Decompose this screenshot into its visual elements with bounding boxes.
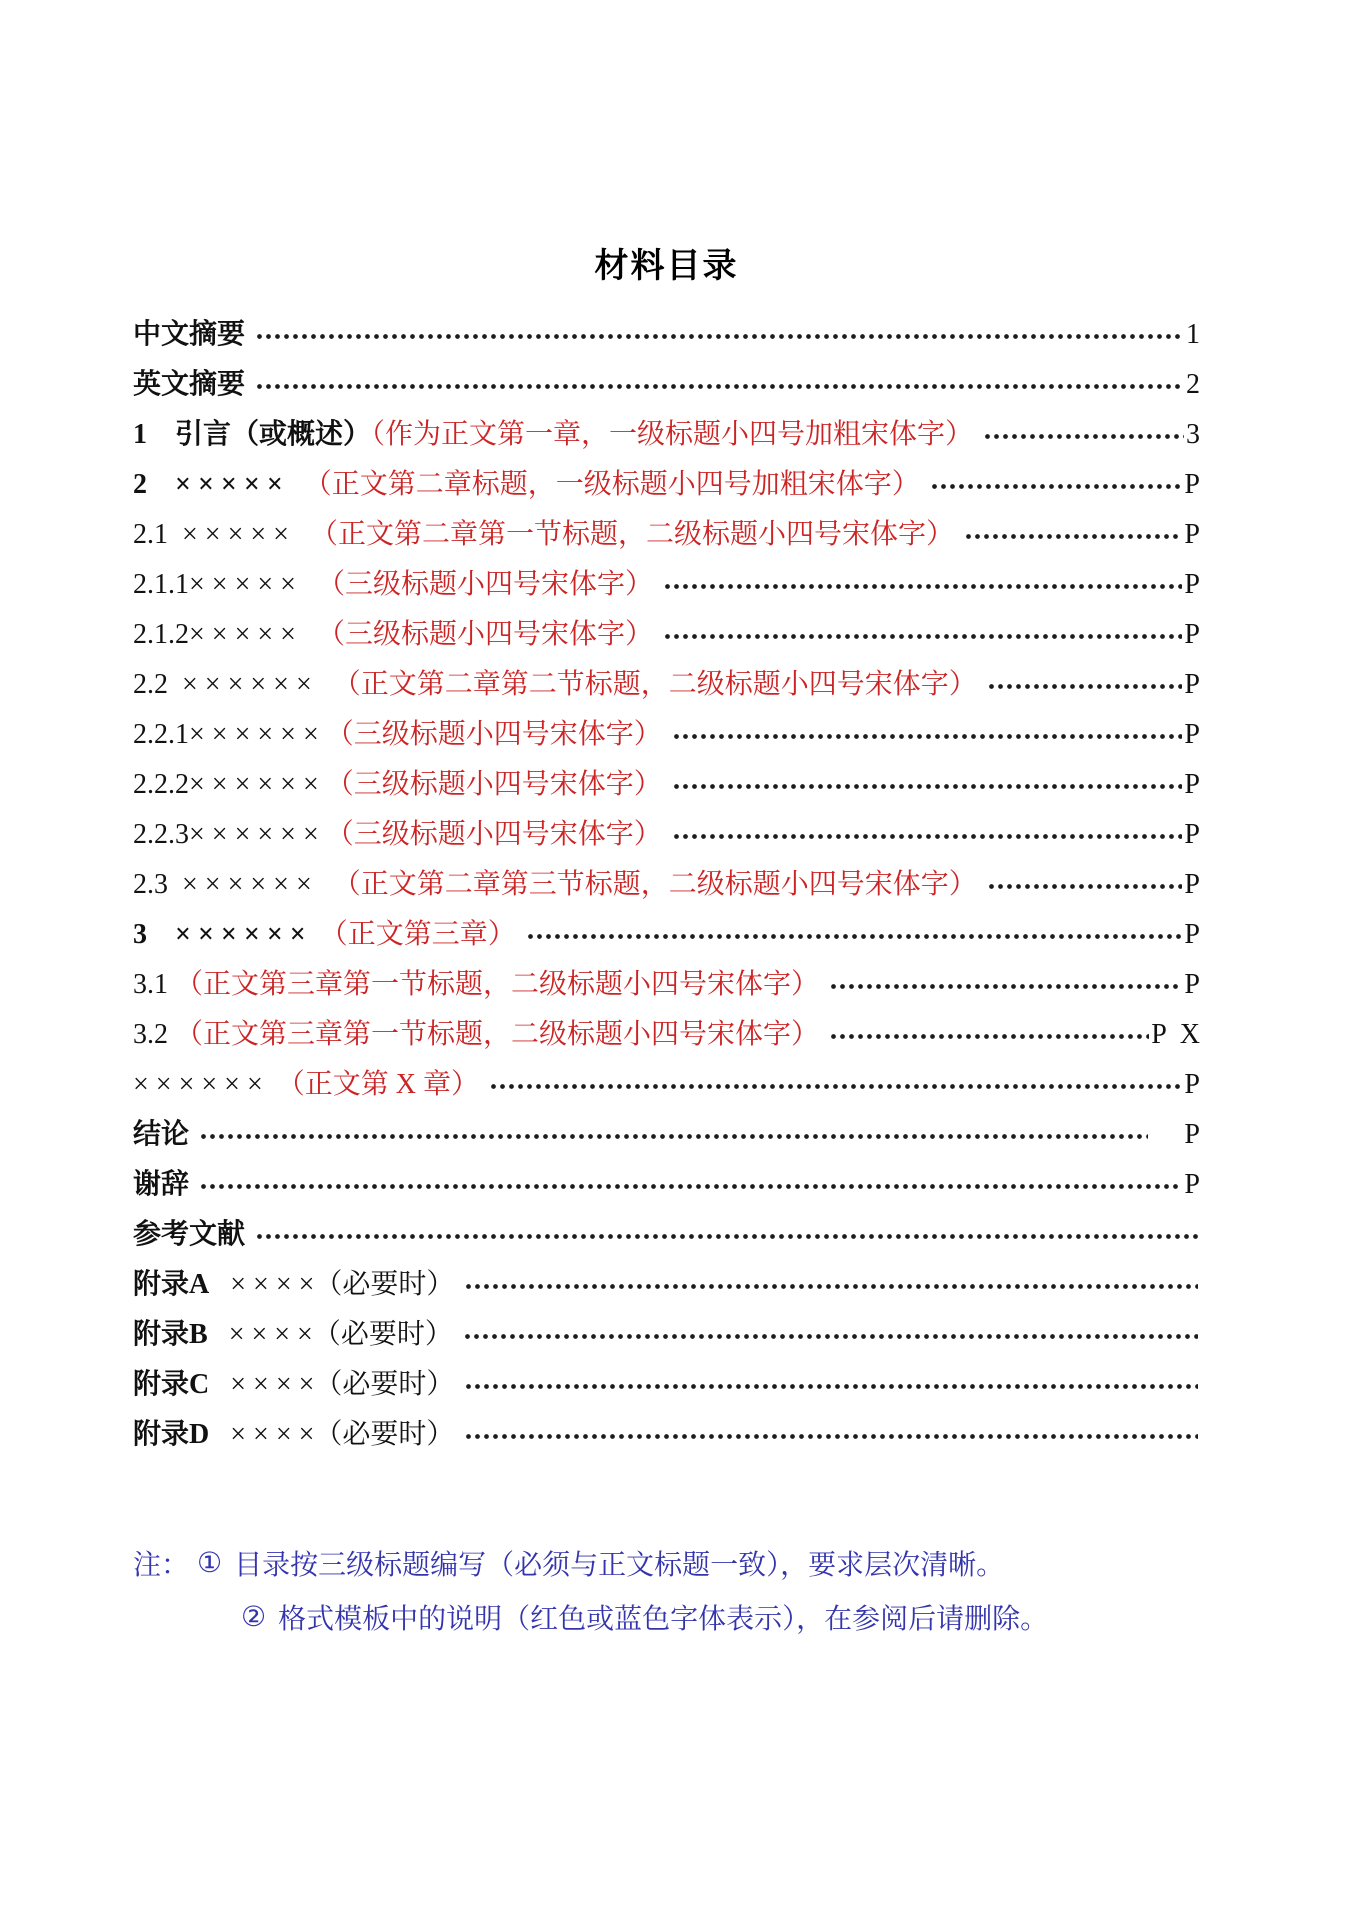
toc-entry-text: 附录A × × × ×（必要时）	[133, 1269, 455, 1300]
dot-leader	[663, 610, 1182, 660]
toc-page-number: P	[1184, 1069, 1200, 1100]
toc-list	[133, 310, 1200, 1460]
toc-row	[133, 1060, 1200, 1110]
toc-row	[133, 1160, 1200, 1210]
toc-entry-text: 附录C × × × ×（必要时）	[133, 1369, 455, 1400]
toc-page-number: P	[1184, 569, 1200, 600]
toc-row	[133, 660, 1200, 710]
toc-page-number: P	[1184, 819, 1200, 850]
page-title: 材料目录	[594, 247, 739, 285]
toc-page-number: 2	[1186, 369, 1200, 400]
note-line	[133, 1590, 1200, 1644]
dot-leader	[672, 710, 1183, 760]
toc-page-number: P	[1184, 1119, 1200, 1150]
toc-entry-text: 附录D × × × ×（必要时）	[133, 1419, 455, 1450]
toc-row	[133, 1310, 1200, 1360]
toc-row	[133, 960, 1200, 1010]
toc-entry-text: 中文摘要	[133, 319, 246, 350]
toc-page-number: 3	[1186, 419, 1200, 450]
dot-leader	[199, 1110, 1148, 1160]
dot-leader	[672, 810, 1183, 860]
toc-page-number: P	[1184, 619, 1200, 650]
dot-leader	[672, 760, 1183, 810]
dot-leader	[255, 360, 1184, 410]
toc-row	[133, 1360, 1200, 1410]
toc-entry-text: 2.1.2× × × × × （三级标题小四号宋体字）	[133, 619, 653, 650]
toc-entry-text: 2.2.2× × × × × × （三级标题小四号宋体字）	[133, 769, 662, 800]
toc-row	[133, 360, 1200, 410]
toc-page-number: 1	[1186, 319, 1200, 350]
toc-page-number: P	[1184, 519, 1200, 550]
toc-row	[133, 610, 1200, 660]
dot-leader	[930, 460, 1183, 510]
dot-leader	[199, 1160, 1182, 1210]
dot-leader	[526, 910, 1183, 960]
toc-row	[133, 1010, 1200, 1060]
dot-leader	[463, 1310, 1198, 1360]
toc-entry-text: 2.3 × × × × × × （正文第二章第三节标题，二级标题小四号宋体字）	[133, 869, 977, 900]
toc-page-number: P	[1184, 669, 1200, 700]
toc-row	[133, 810, 1200, 860]
toc-row	[133, 560, 1200, 610]
notes-section	[133, 1536, 1200, 1644]
toc-entry-text: 2.1 × × × × × （正文第二章第一节标题，二级标题小四号宋体字）	[133, 519, 954, 550]
note-prefix: 注：	[133, 1550, 190, 1581]
toc-page-number: P	[1184, 869, 1200, 900]
toc-row	[133, 310, 1200, 360]
dot-leader	[829, 960, 1182, 1010]
toc-entry-text: 1 引言（或概述）（作为正文第一章，一级标题小四号加粗宋体字）	[133, 419, 974, 450]
toc-entry-text: 2 × × × × × （正文第二章标题，一级标题小四号加粗宋体字）	[133, 469, 920, 500]
toc-entry-text: 2.2.1× × × × × × （三级标题小四号宋体字）	[133, 719, 662, 750]
dot-leader	[964, 510, 1182, 560]
dot-leader	[983, 410, 1184, 460]
note-text: 目录按三级标题编写（必须与正文标题一致），要求层次清晰。	[234, 1550, 1005, 1581]
toc-row	[133, 1260, 1200, 1310]
dot-leader	[255, 310, 1184, 360]
toc-entry-text: 3 × × × × × × （正文第三章）	[133, 919, 516, 950]
toc-entry-text: 3.1 （正文第三章第一节标题，二级标题小四号宋体字）	[133, 969, 820, 1000]
note-text: 格式模板中的说明（红色或蓝色字体表示），在参阅后请删除。	[278, 1604, 1049, 1635]
note-line	[133, 1536, 1200, 1590]
toc-row	[133, 860, 1200, 910]
toc-row	[133, 510, 1200, 560]
toc-page-number: P	[1184, 969, 1200, 1000]
toc-page-number: P	[1184, 469, 1200, 500]
dot-leader	[464, 1260, 1198, 1310]
toc-row	[133, 710, 1200, 760]
toc-entry-text: 结论	[133, 1119, 190, 1150]
toc-row	[133, 1110, 1200, 1160]
toc-entry-text: 附录B × × × ×（必要时）	[133, 1319, 453, 1350]
toc-entry-text: × × × × × × （正文第 X 章）	[133, 1069, 479, 1100]
toc-row	[133, 1210, 1200, 1260]
toc-entry-text: 3.2 （正文第三章第一节标题，二级标题小四号宋体字）	[133, 1019, 820, 1050]
toc-page-number: P	[1184, 919, 1200, 950]
toc-entry-text: 谢辞	[133, 1169, 190, 1200]
note-marker: ②	[241, 1602, 267, 1633]
dot-leader	[829, 1010, 1149, 1060]
toc-page-number: P	[1184, 719, 1200, 750]
toc-row	[133, 1410, 1200, 1460]
dot-leader	[489, 1060, 1182, 1110]
toc-page-number: P	[1184, 1169, 1200, 1200]
toc-entry-text: 2.2 × × × × × × （正文第二章第二节标题，二级标题小四号宋体字）	[133, 669, 977, 700]
toc-row	[133, 910, 1200, 960]
dot-leader	[464, 1410, 1198, 1460]
toc-entry-text: 2.2.3× × × × × × （三级标题小四号宋体字）	[133, 819, 662, 850]
toc-row	[133, 410, 1200, 460]
toc-entry-text: 2.1.1× × × × × （三级标题小四号宋体字）	[133, 569, 653, 600]
dot-leader	[987, 660, 1183, 710]
dot-leader	[255, 1210, 1198, 1260]
toc-entry-text: 英文摘要	[133, 369, 246, 400]
toc-page-number: P X	[1151, 1019, 1200, 1050]
dot-leader	[464, 1360, 1198, 1410]
toc-page-number: P	[1184, 769, 1200, 800]
toc-row	[133, 460, 1200, 510]
note-marker: ①	[197, 1548, 223, 1579]
dot-leader	[663, 560, 1182, 610]
dot-leader	[987, 860, 1183, 910]
toc-row	[133, 760, 1200, 810]
toc-entry-text: 参考文献	[133, 1219, 246, 1250]
